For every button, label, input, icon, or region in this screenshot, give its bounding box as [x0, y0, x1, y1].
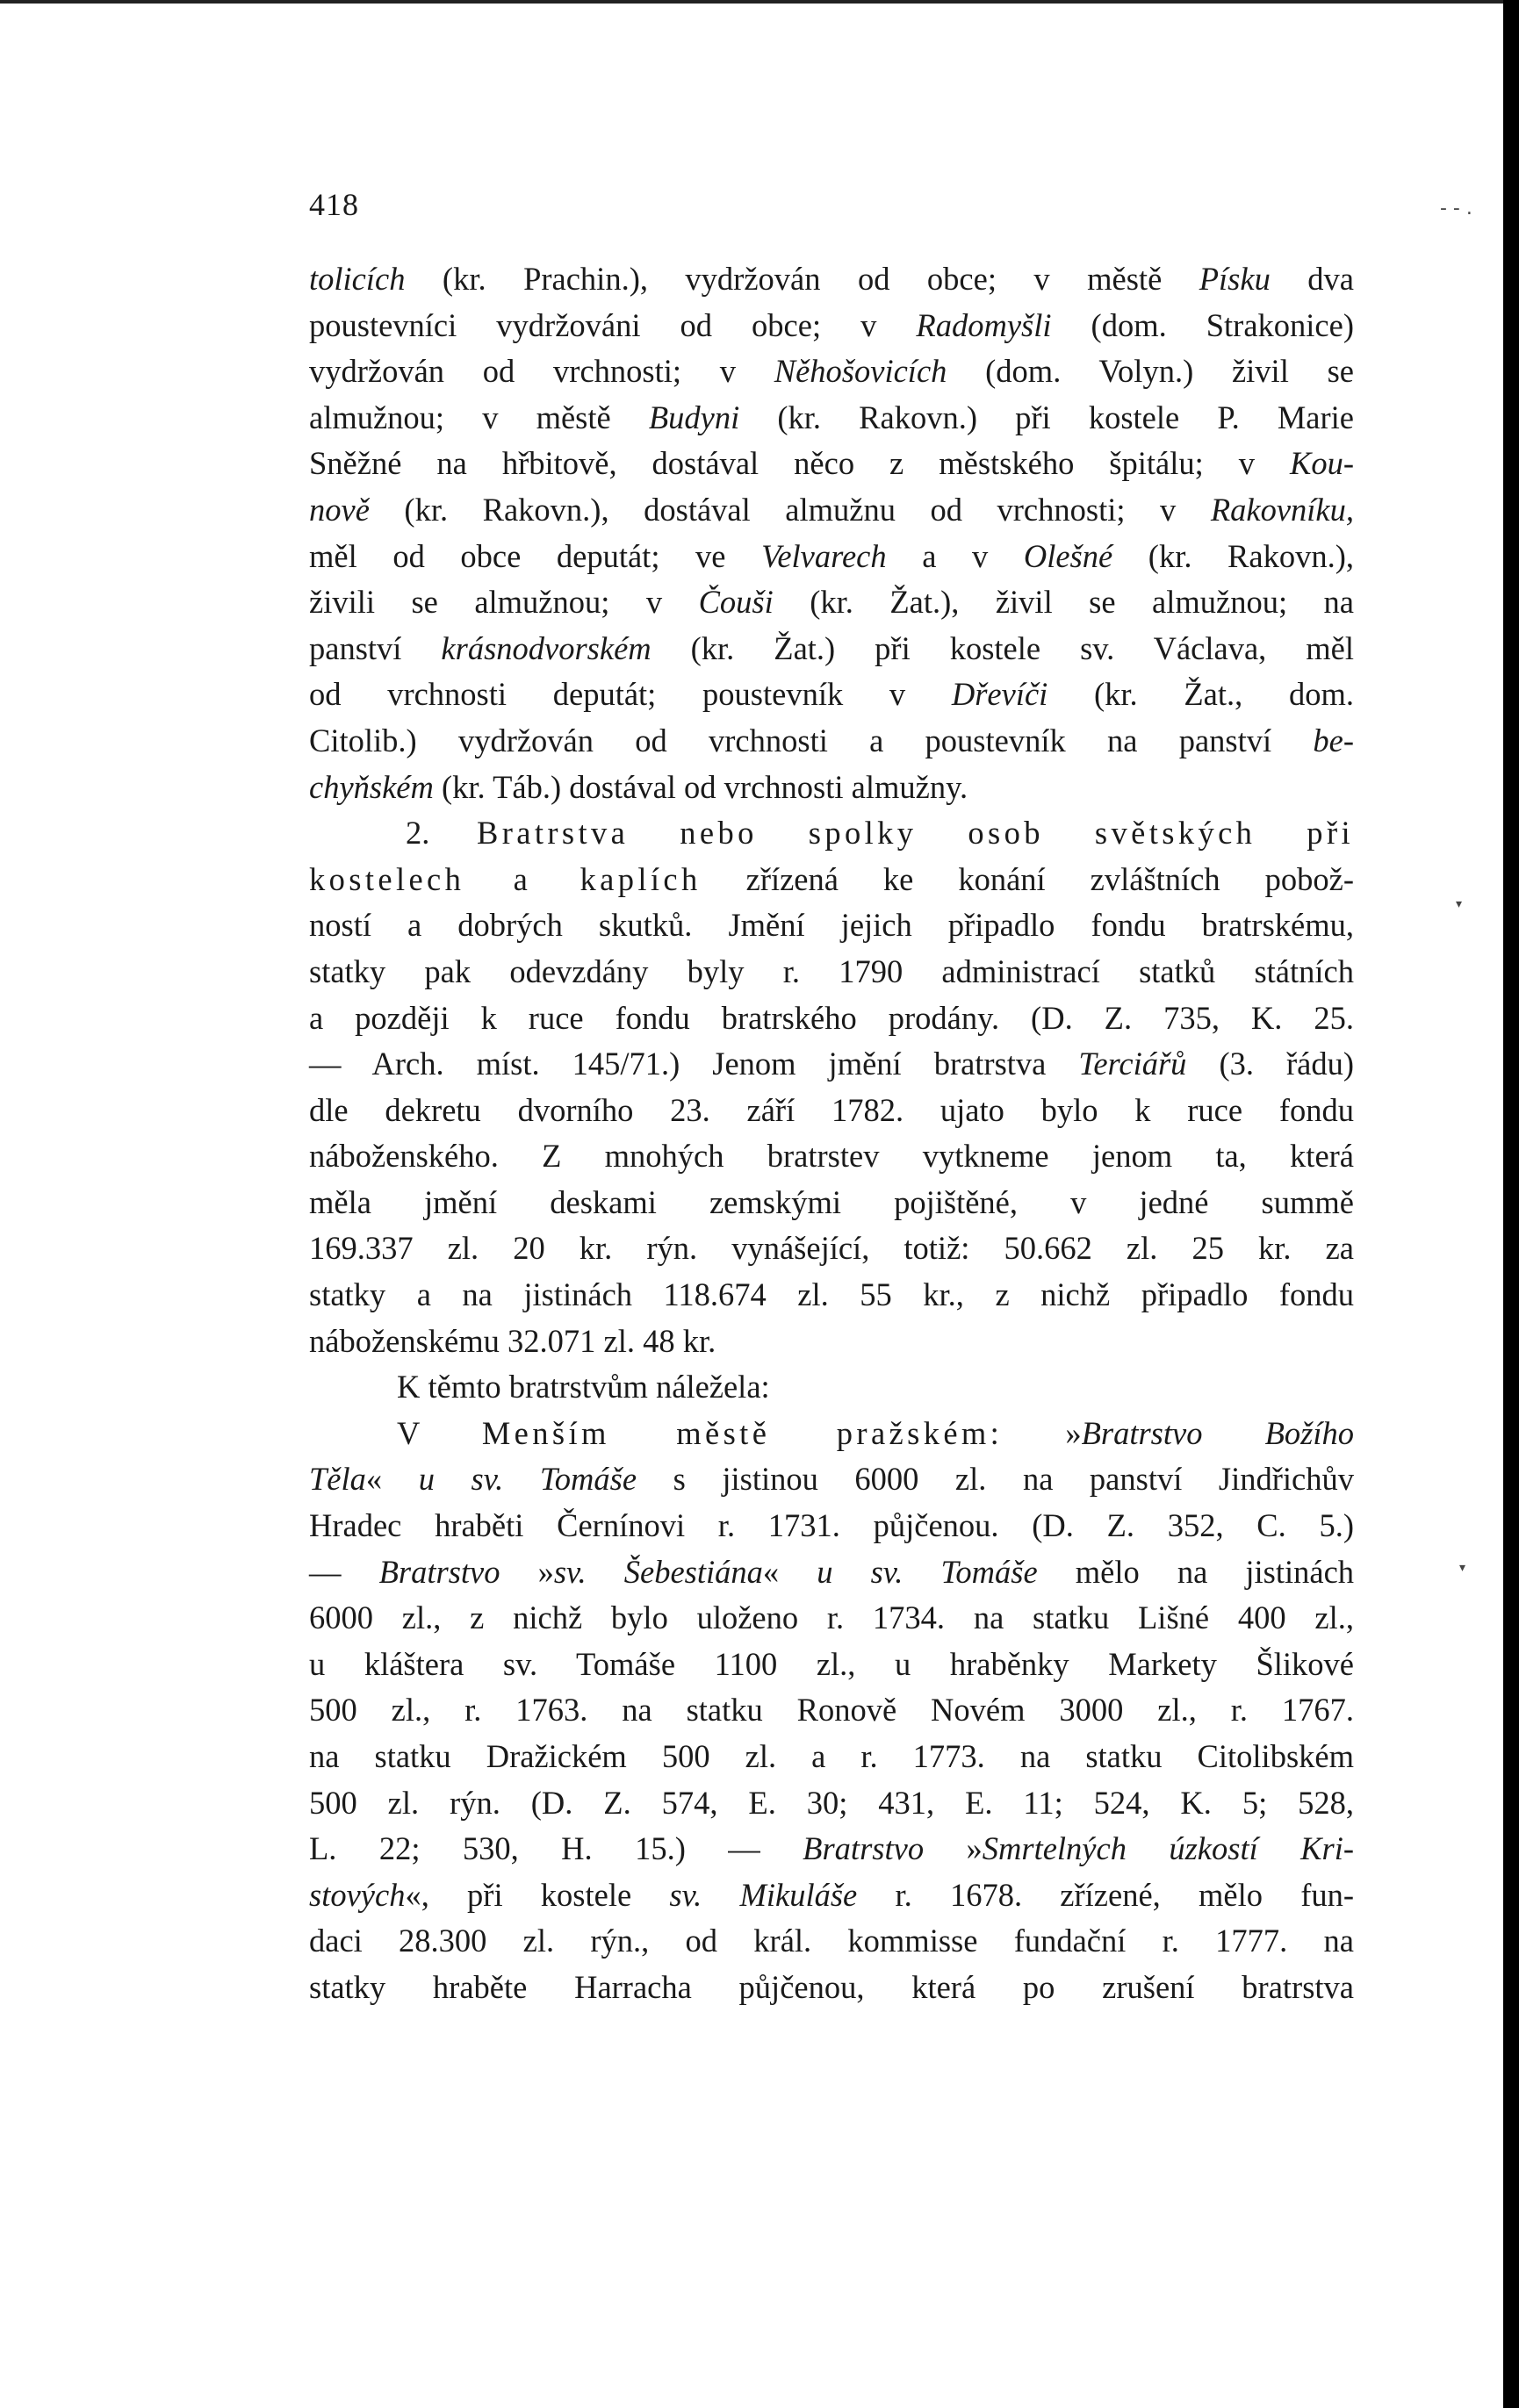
stray-mark-low-right: ▾: [1459, 1561, 1466, 1575]
text-run: »: [1003, 1414, 1082, 1451]
text-line: [309, 1826, 1354, 1872]
text-run: (kr. Žat., dom.: [1047, 676, 1354, 713]
text-line: [309, 1364, 1354, 1411]
text-line: [309, 256, 1354, 303]
spaced-heading-text: Bratrstva nebo spolky osob světských při: [477, 815, 1354, 852]
italic-text: Těla: [309, 1461, 366, 1498]
italic-text: tolicích: [309, 261, 406, 297]
text-line: [309, 1411, 1354, 1457]
text-run: V: [397, 1414, 482, 1451]
text-run: mělo na jistinách: [1037, 1553, 1355, 1590]
text-line: [309, 1595, 1354, 1642]
text-run: K těmto bratrstvům náležela:: [397, 1369, 770, 1405]
text-line: [309, 949, 1354, 996]
text-run: — Arch. míst. 145/71.) Jenom jmění bratrstva: [309, 1046, 1079, 1082]
text-line: [309, 1041, 1354, 1088]
text-line: [309, 1088, 1354, 1134]
text-run: s jistinou 6000 zl. na panství Jindřichův: [637, 1461, 1354, 1498]
text-run: 500 zl., r. 1763. na statku Ronově Novém 3000 zl., r. 1767.: [309, 1692, 1354, 1729]
text-line: [309, 441, 1354, 487]
spaced-heading-text: kostelech a kaplích: [309, 860, 702, 897]
italic-text: u sv. Tomáše: [418, 1461, 637, 1498]
text-line: [309, 1687, 1354, 1734]
text-line: [309, 765, 1354, 811]
text-line: [309, 1133, 1354, 1180]
italic-text: Dřevíči: [951, 676, 1048, 713]
text-run: r. 1678. zřízené, mělo fun-: [857, 1876, 1355, 1913]
text-run: »: [500, 1553, 554, 1590]
italic-text: sv. Šebestiána: [553, 1553, 763, 1590]
text-line: [309, 1226, 1354, 1272]
italic-text: Budyni: [648, 399, 740, 435]
text-run: Sněžné na hřbitově, dostával něco z městského špitálu; v: [309, 445, 1290, 482]
text-line: [309, 1180, 1354, 1226]
text-line: [309, 996, 1354, 1042]
text-run: a v: [886, 537, 1024, 574]
text-run: od vrchnosti deputát; poustevník v: [309, 676, 952, 713]
text-run: 6000 zl., z nichž bylo uloženo r. 1734. na statku Lišné 400 zl.,: [309, 1599, 1354, 1636]
text-run: dle dekretu dvorního 23. září 1782. ujato bylo k ruce fondu: [309, 1091, 1354, 1128]
text-line: [309, 579, 1354, 626]
italic-text: chyňském: [309, 768, 434, 805]
text-run: měl od obce deputát; ve: [309, 537, 762, 574]
text-run: »: [924, 1830, 983, 1867]
text-run: «, při kostele: [405, 1876, 670, 1913]
italic-text: Čouši: [698, 584, 774, 621]
italic-text: Bratrstvo: [803, 1830, 925, 1867]
italic-text: krásnodvorském: [441, 629, 652, 666]
text-run: vydržován od vrchnosti; v: [309, 353, 774, 390]
text-run: (kr. Prachin.), vydržován od obce; v městě: [405, 261, 1199, 297]
text-line: [309, 303, 1354, 349]
text-line: [309, 857, 1354, 903]
text-line: [309, 1319, 1354, 1365]
italic-text: Smrtelných úzkostí Kri-: [982, 1830, 1355, 1867]
text-run: L. 22; 530, H. 15.) —: [309, 1830, 803, 1867]
text-line: [309, 1549, 1354, 1596]
italic-text: nově: [309, 491, 370, 528]
text-line: [309, 1965, 1354, 2011]
text-run: (dom. Volyn.) živil se: [947, 353, 1354, 390]
italic-text: Něhošovicích: [774, 353, 947, 390]
page-number: 418: [309, 187, 359, 222]
text-run: (kr. Rakovn.), dostával almužnu od vrchnosti; v: [369, 491, 1211, 528]
text-run: Hradec hraběti Černínovi r. 1731. půjčenou. (D. Z. 352, C. 5.): [309, 1507, 1354, 1544]
text-run: náboženskému 32.071 zl. 48 kr.: [309, 1322, 716, 1359]
text-run: (kr. Rakovn.),: [1112, 537, 1355, 574]
text-line: [309, 1734, 1354, 1780]
text-line: [309, 718, 1354, 765]
text-run: statky a na jistinách 118.674 zl. 55 kr., z nichž připadlo fondu: [309, 1276, 1354, 1313]
text-run: statky hraběte Harracha půjčenou, která po zrušení bratrstva: [309, 1968, 1354, 2005]
text-run: «: [762, 1553, 817, 1590]
text-run: (kr. Žat.), živil se almužnou; na: [773, 584, 1354, 621]
italic-text: Bratrstvo: [378, 1553, 500, 1590]
text-run: —: [309, 1553, 379, 1590]
italic-text: u sv. Tomáše: [817, 1553, 1038, 1590]
stray-mark-mid-right: ▾: [1456, 897, 1463, 911]
text-run: poustevníci vydržováni od obce; v: [309, 306, 917, 343]
text-run: náboženského. Z mnohých bratrstev vytkneme jenom ta, která: [309, 1138, 1354, 1175]
text-line: [309, 534, 1354, 580]
text-run: (kr. Táb.) dostával od vrchnosti almužny.: [433, 768, 968, 805]
text-run: 2.: [406, 815, 478, 852]
text-line: [309, 487, 1354, 534]
text-line: [309, 902, 1354, 949]
text-run: 169.337 zl. 20 kr. rýn. vynášející, totiž: 50.662 zl. 25 kr. za: [309, 1230, 1354, 1267]
italic-text: stových: [309, 1876, 406, 1913]
text-run: daci 28.300 zl. rýn., od král. kommisse fundační r. 1777. na: [309, 1923, 1354, 1959]
text-line: [309, 1272, 1354, 1319]
italic-text: Písku: [1199, 261, 1271, 297]
text-run: statky pak odevzdány byly r. 1790 administrací statků státních: [309, 952, 1354, 989]
text-line: [309, 1918, 1354, 1965]
italic-text: be-: [1313, 722, 1354, 758]
text-run: (kr. Žat.) při kostele sv. Václava, měl: [651, 629, 1354, 666]
scan-edge-right: [1503, 0, 1519, 2408]
text-run: a později k ruce fondu bratrského prodány. (D. Z. 735, K. 25.: [309, 999, 1354, 1036]
stray-mark-top-right: - - .: [1440, 198, 1472, 219]
text-run: (dom. Strakonice): [1051, 306, 1354, 343]
text-run: měla jmění deskami zemskými pojištěné, v jedné summě: [309, 1183, 1354, 1220]
text-run: (kr. Rakovn.) při kostele P. Marie: [739, 399, 1354, 435]
spaced-heading-text: Menším městě pražském:: [481, 1414, 1004, 1451]
text-line: [309, 626, 1354, 672]
text-run: (3. řádu): [1186, 1046, 1354, 1082]
text-line: [309, 1872, 1354, 1919]
text-line: [309, 810, 1354, 857]
text-run: almužnou; v městě: [309, 399, 649, 435]
text-run: zřízená ke konání zvláštních pobož-: [701, 860, 1354, 897]
body-text: [309, 256, 1354, 2011]
italic-text: Rakovníku,: [1210, 491, 1354, 528]
italic-text: Radomyšli: [916, 306, 1052, 343]
text-run: u kláštera sv. Tomáše 1100 zl., u hraběnky Markety Šlikové: [309, 1645, 1354, 1682]
text-run: živili se almužnou; v: [309, 584, 699, 621]
text-line: [309, 1456, 1354, 1503]
text-run: 500 zl. rýn. (D. Z. 574, E. 30; 431, E. 11; 524, K. 5; 528,: [309, 1784, 1354, 1821]
text-line: [309, 395, 1354, 442]
italic-text: sv. Mikuláše: [669, 1876, 858, 1913]
italic-text: Bratrstvo Božího: [1081, 1414, 1354, 1451]
text-run: Citolib.) vydržován od vrchnosti a poustevník na panství: [309, 722, 1314, 758]
text-run: dva: [1270, 261, 1354, 297]
text-line: [309, 1503, 1354, 1549]
text-line: [309, 1780, 1354, 1827]
text-run: «: [365, 1461, 419, 1498]
italic-text: Velvarech: [761, 537, 887, 574]
text-run: panství: [309, 629, 442, 666]
text-line: [309, 672, 1354, 718]
scan-edge-top: [0, 0, 1519, 4]
italic-text: Terciářů: [1078, 1046, 1187, 1082]
text-line: [309, 1642, 1354, 1688]
text-line: [309, 349, 1354, 395]
italic-text: Kou-: [1290, 445, 1354, 482]
italic-text: Olešné: [1023, 537, 1113, 574]
text-run: na statku Dražickém 500 zl. a r. 1773. na statku Citolibském: [309, 1738, 1354, 1774]
text-run: ností a dobrých skutků. Jmění jejich připadlo fondu bratrskému,: [309, 907, 1354, 944]
